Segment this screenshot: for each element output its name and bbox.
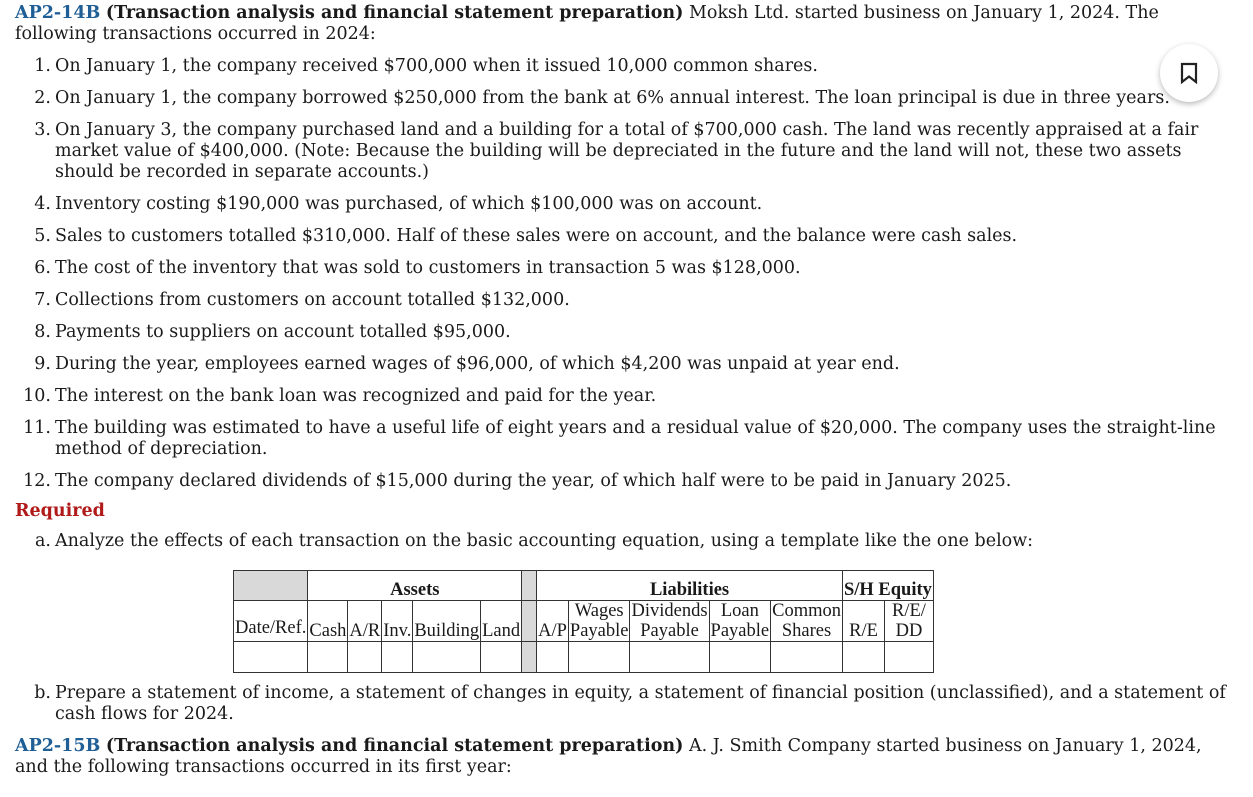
item-number: 4.: [34, 194, 51, 214]
list-item: [15, 88, 1235, 109]
shaded-separator: [522, 642, 537, 673]
requirement-label: b.: [34, 683, 51, 703]
item-text: During the year, employees earned wages of $96,000, of which $4,200 was unpaid at year end.: [55, 354, 900, 374]
col-cash: Cash: [308, 601, 348, 642]
requirement-text: Analyze the effects of each transaction on the basic accounting equation, using a template like the one below:: [55, 531, 1034, 551]
list-item: [15, 226, 1235, 247]
assets-header: Assets: [308, 571, 522, 601]
col-loan-payable: Loan Payable: [710, 601, 770, 641]
problem-14-heading: [15, 3, 1235, 45]
item-text: Collections from customers on account totalled $132,000.: [55, 290, 570, 310]
item-text: Sales to customers totalled $310,000. Half of these sales were on account, and the balance were cash sales.: [55, 226, 1018, 246]
col-building: Building: [413, 601, 481, 642]
list-item: [15, 194, 1235, 215]
item-number: 9.: [34, 354, 51, 374]
item-number: 2.: [34, 88, 51, 108]
col-inv: Inv.: [382, 601, 413, 642]
list-item: [15, 120, 1235, 183]
item-text: On January 3, the company purchased land and a building for a total of $700,000 cash. The land was recently appraised at a fair market value of $400,000. (Note: Because the building will be depreciated in the future and the land will not, these two assets should be recorded in separate accounts.): [55, 120, 1199, 182]
col-common-shares: Common Shares: [772, 601, 841, 641]
problem-15-heading: [15, 736, 1235, 778]
list-item: [15, 386, 1235, 407]
transaction-list: [15, 56, 1235, 492]
problem-title: (Transaction analysis and financial statement preparation): [105, 736, 684, 756]
item-text: On January 1, the company received $700,000 when it issued 10,000 common shares.: [55, 56, 818, 76]
shaded-cell: [234, 571, 308, 601]
page-content: [15, 3, 1235, 778]
requirement-label: a.: [35, 531, 51, 551]
col-re-dd: R/E/ DD: [885, 601, 934, 642]
liabilities-header: Liabilities: [537, 571, 843, 601]
shaded-separator: [522, 571, 537, 601]
col-ar: A/R: [348, 601, 382, 642]
equity-header: S/H Equity: [842, 571, 933, 601]
item-text: Inventory costing $190,000 was purchased, of which $100,000 was on account.: [55, 194, 763, 214]
item-text: The building was estimated to have a useful life of eight years and a residual value of $20,000. The company uses the straight-line method of depreciation.: [55, 418, 1216, 459]
list-item: [15, 56, 1235, 77]
problem-code: AP2-15B: [15, 736, 101, 756]
problem-intro: A. J. Smith Company started business on January 1, 2024, and the following transactions occurred in its first year:: [15, 736, 1202, 777]
item-number: 12.: [23, 471, 51, 491]
item-text: The cost of the inventory that was sold to customers in transaction 5 was $128,000.: [55, 258, 801, 278]
requirement-b: [15, 683, 1235, 725]
item-number: 11.: [23, 418, 51, 438]
list-item: [15, 418, 1235, 460]
item-number: 10.: [23, 386, 51, 406]
required-heading: Required: [15, 501, 105, 521]
item-number: 1.: [34, 56, 51, 76]
template-column-row: [234, 601, 934, 642]
item-text: The company declared dividends of $15,000 during the year, of which half were to be paid in January 2025.: [55, 471, 1012, 491]
item-text: On January 1, the company borrowed $250,000 from the bank at 6% annual interest. The loan principal is due in three years.: [55, 88, 1170, 108]
list-item: [15, 471, 1235, 492]
problem-code: AP2-14B: [15, 3, 101, 23]
item-text: The interest on the bank loan was recognized and paid for the year.: [55, 386, 657, 406]
template-group-row: [234, 571, 934, 601]
requirement-text: Prepare a statement of income, a statement of changes in equity, a statement of financial position (unclassified), and a statement of cash flows for 2024.: [55, 683, 1226, 724]
list-item: [15, 322, 1235, 343]
item-number: 7.: [34, 290, 51, 310]
col-dividends-payable: Dividends Payable: [631, 601, 708, 641]
list-item: [15, 290, 1235, 311]
col-wages-payable: Wages Payable: [569, 601, 629, 641]
item-number: 5.: [34, 226, 51, 246]
item-text: Payments to suppliers on account totalled $95,000.: [55, 322, 511, 342]
requirement-a: [15, 531, 1235, 552]
problem-title: (Transaction analysis and financial statement preparation): [105, 3, 684, 23]
col-date: Date/Ref.: [234, 601, 308, 642]
list-item: [15, 354, 1235, 375]
bookmark-button[interactable]: [1160, 44, 1218, 102]
col-land: Land: [481, 601, 522, 642]
problem-intro: Moksh Ltd. started business on January 1, 2024. The following transactions occurred in 2024:: [15, 3, 1159, 44]
template-empty-row: [234, 642, 934, 673]
item-number: 8.: [34, 322, 51, 342]
list-item: [15, 258, 1235, 279]
col-re: R/E: [842, 601, 884, 642]
shaded-separator: [522, 601, 537, 642]
accounting-equation-template: [233, 570, 934, 673]
item-number: 3.: [34, 120, 51, 140]
item-number: 6.: [34, 258, 51, 278]
bookmark-icon: [1179, 62, 1199, 84]
col-ap: A/P: [537, 601, 569, 642]
